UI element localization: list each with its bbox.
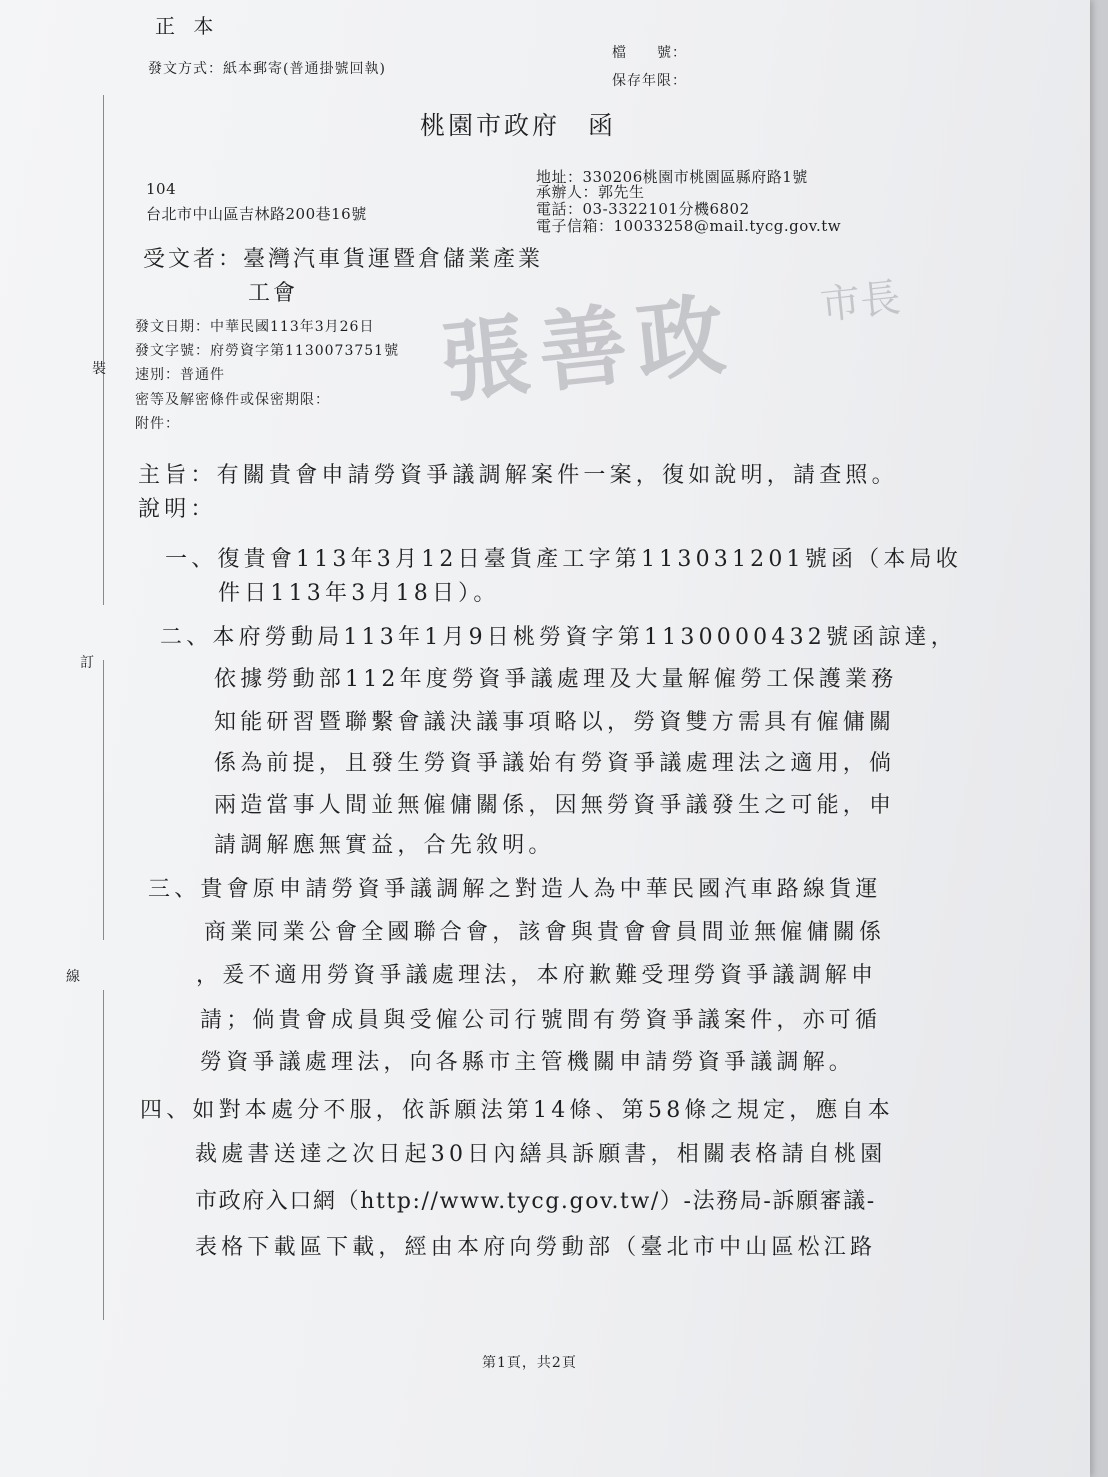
official-seal-title: 市長 [818,274,903,330]
binding-mark: 訂 [80,655,95,671]
item-line: 知能研習暨聯繫會議決議事項略以，勞資雙方需具有僱傭關 [214,710,896,735]
postal-code: 104 [146,180,177,198]
sender-handler: 承辦人：郭先生 [536,183,645,201]
item-line: 係為前提，且發生勞資爭議始有勞資爭議處理法之適用，倘 [214,751,896,776]
retention-label: 保存年限： [612,73,687,89]
subject-line: 主旨：有關貴會申請勞資爭議調解案件一案，復如說明，請查照。 [138,463,898,488]
recipient-address: 台北市中山區吉林路200巷16號 [146,205,367,223]
item-line: 裁處書送達之次日起30日內繕具訴願書，相關表格請自桃園 [195,1142,887,1167]
send-method: 發文方式：紙本郵寄(普通掛號回執) [148,61,386,77]
item-line: 四、如對本處分不服，依訴願法第14條、第58條之規定，應自本 [140,1098,894,1123]
item-line: 依據勞動部112年度勞資爭議處理及大量解僱勞工保護業務 [214,667,898,692]
item-line: 兩造當事人間並無僱傭關係，因無勞資爭議發生之可能，申 [214,793,896,818]
speed-class: 速別：普通件 [135,367,225,383]
file-number-label: 檔 號： [612,45,687,61]
binding-line [103,660,104,940]
item-line: 表格下載區下載，經由本府向勞動部（臺北市中山區松江路 [195,1235,877,1260]
secrecy-level: 密等及解密條件或保密期限： [135,392,330,408]
page-footer: 第1頁，共2頁 [482,1355,577,1371]
explanation-label: 說明： [138,497,217,522]
item-line: 勞資爭議處理法，向各縣市主管機關申請勞資爭議調解。 [200,1050,856,1075]
binding-line [103,990,104,1320]
binding-line [103,95,104,605]
item-line: 市政府入口網（http://www.tycg.gov.tw/）-法務局-訴願審議- [195,1189,876,1214]
document-number: 發文字號：府勞資字第1130073751號 [135,343,400,359]
document-title: 桃園市政府 函 [420,111,617,140]
attachment-label: 附件： [135,416,180,432]
item-line: 件日113年3月18日）。 [218,581,500,606]
sender-phone: 電話：03-3322101分機6802 [536,200,750,218]
item-line: 二、本府勞動局113年1月9日桃勞資字第1130000432號函諒達， [160,625,957,650]
addressee-line1: 受文者：臺灣汽車貨運暨倉儲業產業 [143,247,544,272]
official-seal: 張善政 [436,281,740,416]
copy-mark: 正 本 [155,14,220,38]
item-line: 請；倘貴會成員與受僱公司行號間有勞資爭議案件，亦可循 [200,1008,882,1033]
issue-date: 發文日期：中華民國113年3月26日 [135,319,375,335]
binding-mark: 裝 [92,361,107,377]
sender-email: 電子信箱：10033258@mail.tycg.gov.tw [536,217,842,235]
item-line: 三、貴會原申請勞資爭議調解之對造人為中華民國汽車路線貨運 [148,877,882,902]
item-line: 請調解應無實益，合先敘明。 [214,833,555,858]
sender-address: 地址：330206桃園市桃園區縣府路1號 [536,168,808,186]
addressee-line2: 工會 [248,281,299,306]
item-line: ，爰不適用勞資爭議處理法，本府歉難受理勞資爭議調解申 [196,963,878,988]
item-line: 商業同業公會全國聯合會，該會與貴會會員間並無僱傭關係 [204,920,886,945]
binding-mark: 線 [66,969,81,985]
item-line: 一、復貴會113年3月12日臺貨產工字第113031201號函（本局收 [165,547,962,572]
